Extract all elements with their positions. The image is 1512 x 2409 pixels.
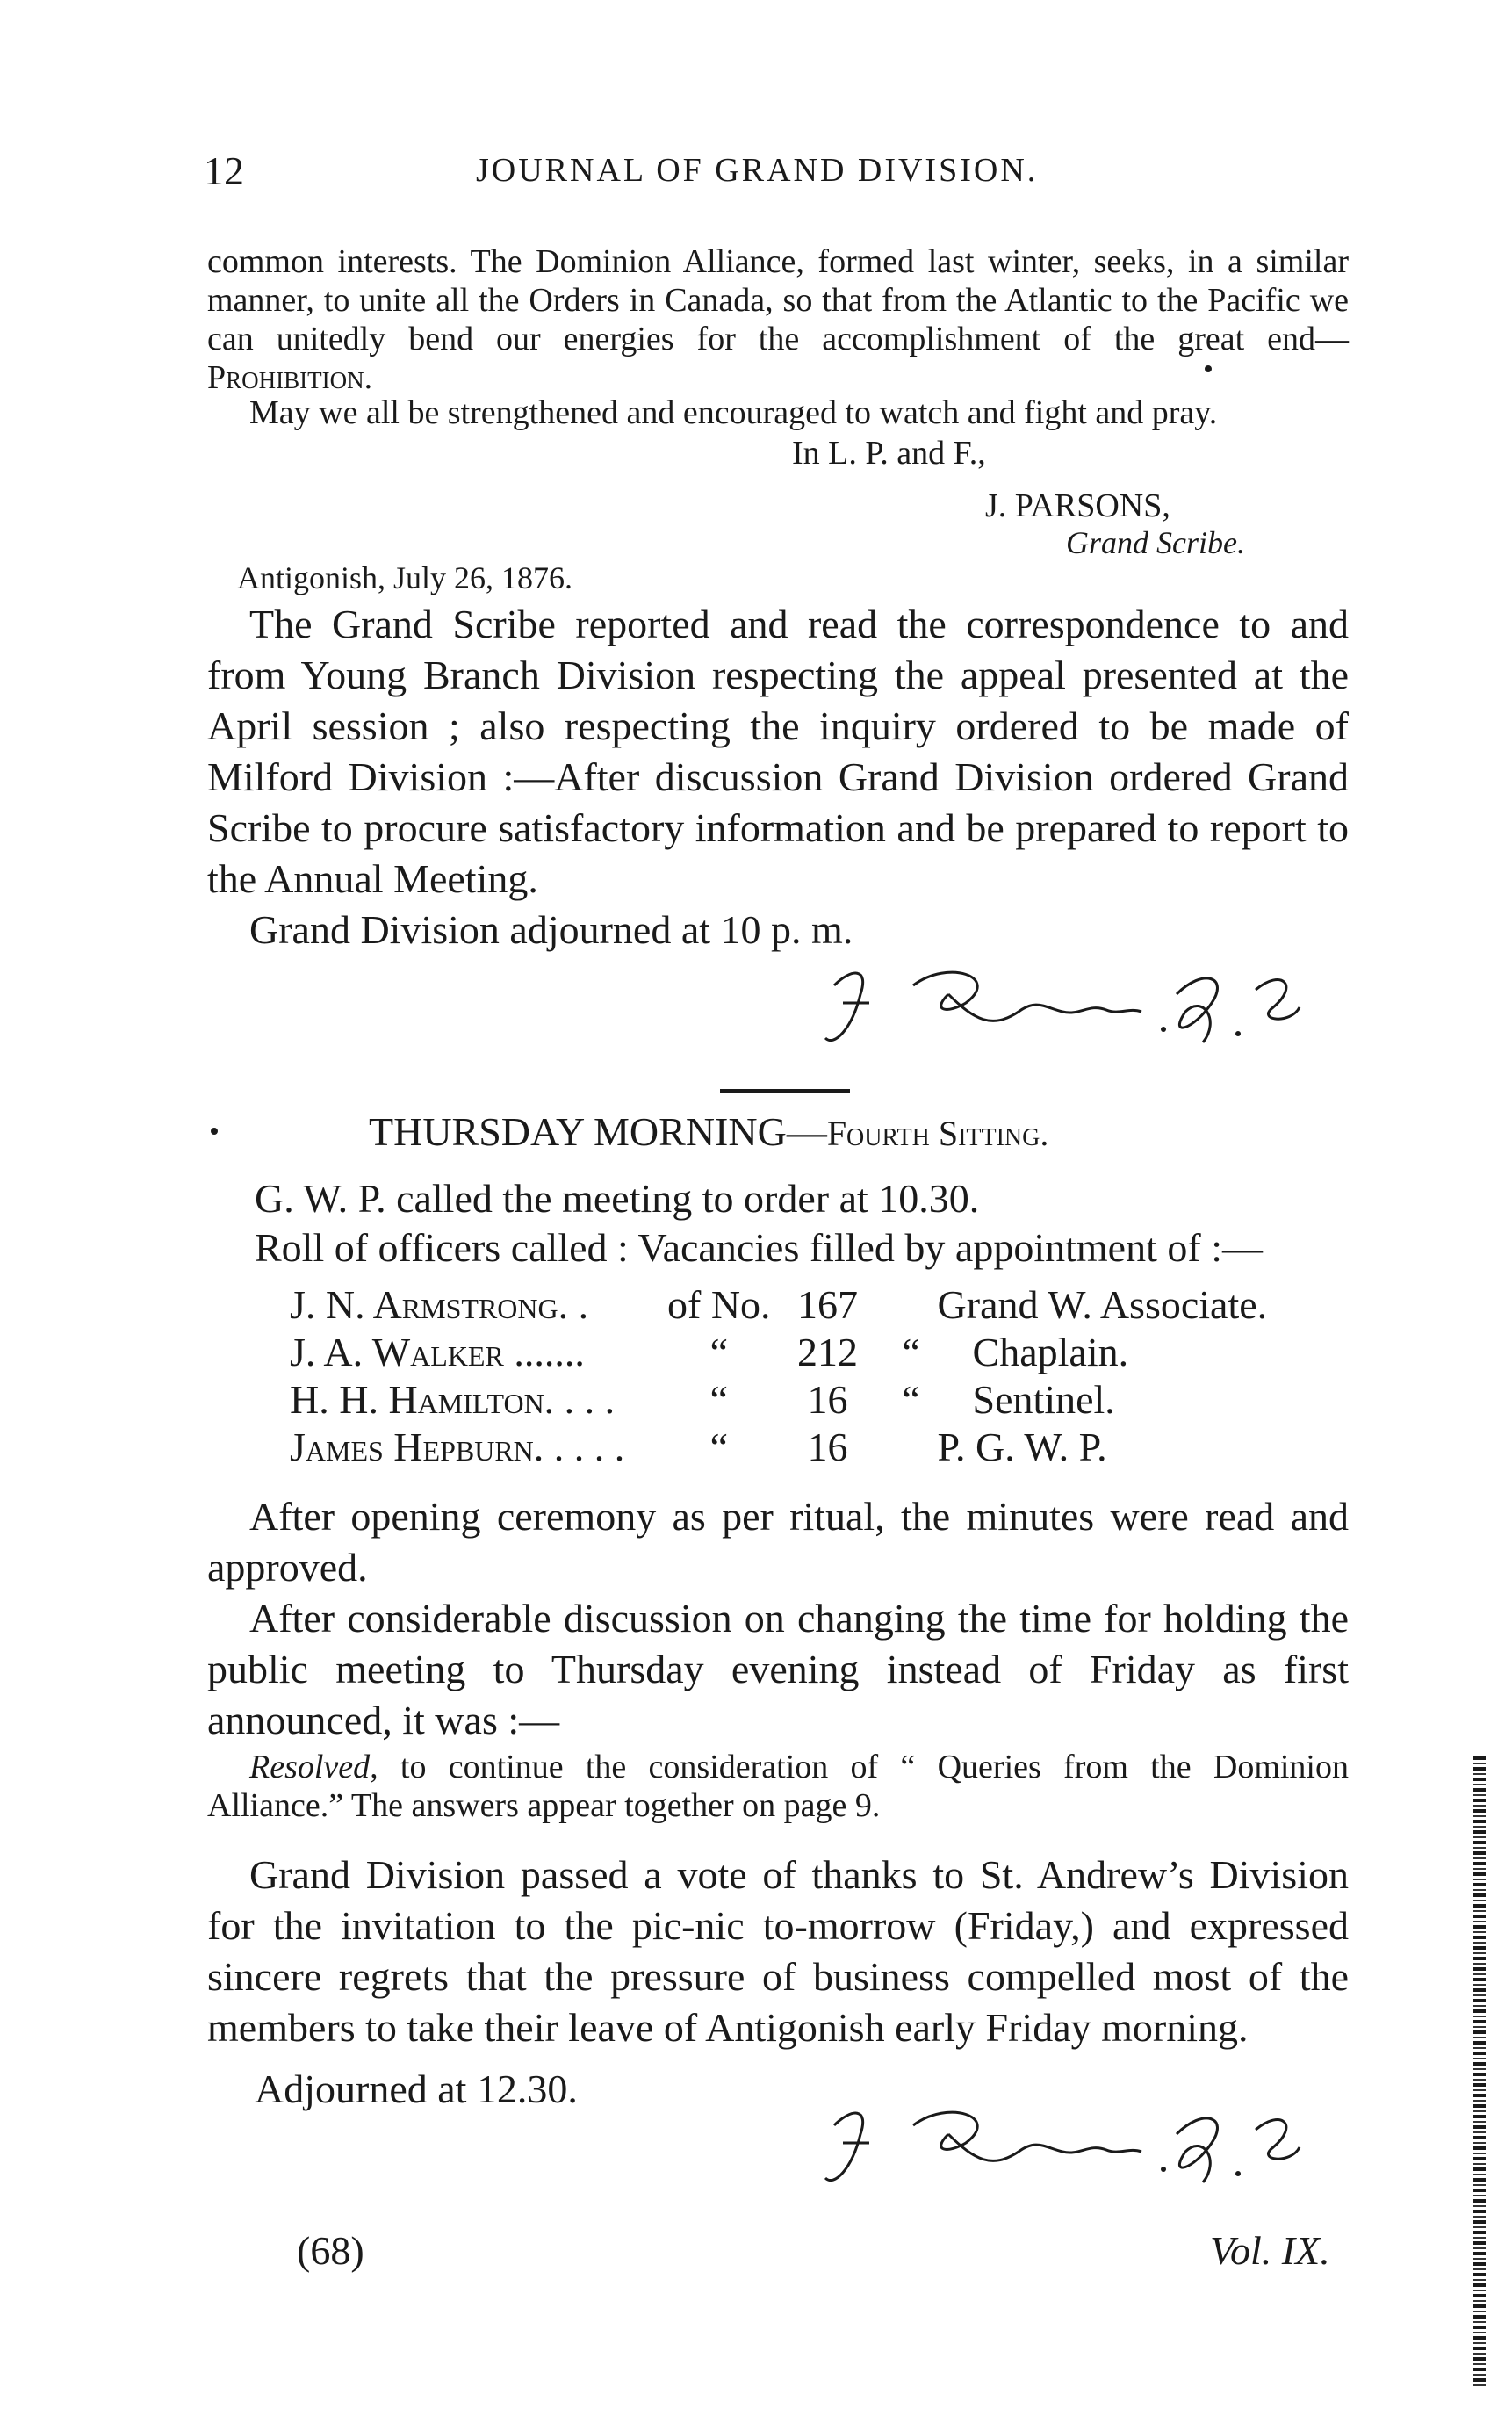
stray-mark (1205, 365, 1212, 372)
prohibition-word: Prohibition. (207, 359, 373, 396)
officer-of: “ (709, 1424, 728, 1469)
page-header (204, 148, 1372, 200)
opening-ceremony-paragraph: After opening ceremony as per ritual, the minutes were read and approved. (207, 1494, 1349, 1590)
section-heading-main: THURSDAY MORNING— (369, 1109, 827, 1154)
table-row (290, 1375, 1267, 1423)
minutes-adjourned-10pm: Grand Division adjourned at 10 p. m. (249, 907, 853, 952)
table-row (290, 1280, 1267, 1328)
handwritten-signature-1 (817, 959, 1308, 1071)
officer-number: 212 (797, 1329, 859, 1374)
officer-number: 16 (807, 1424, 848, 1469)
officer-name: H. H. Hamilton. . . . (290, 1376, 616, 1422)
roll-of-officers: Roll of officers called : Vacancies filled by appointment of :— (255, 1225, 1263, 1270)
place-date: Antigonish, July 26, 1876. (237, 560, 573, 595)
page-number: 12 (204, 148, 244, 193)
discussion-paragraph: After considerable discussion on changing the time for holding the public meeting to Thursday evening instead of Friday as first announced, it was :— (207, 1596, 1349, 1742)
handwritten-signature-2 (817, 2099, 1308, 2211)
running-title: JOURNAL OF GRAND DIVISION. (476, 152, 1039, 189)
resolution-text: to continue the consideration of “ Queries from the Dominion Alliance.” The answers appear together on page 9. (207, 1749, 1349, 1824)
letter-paragraph-2: May we all be strengthened and encouraged to watch and fight and pray. (249, 394, 1218, 431)
section-heading (369, 1108, 1048, 1155)
officer-name: James Hepburn. . . . . (290, 1424, 625, 1469)
scan-edge-artifact (1473, 1756, 1486, 2389)
officer-office: P. G. W. P. (937, 1424, 1107, 1469)
officer-of: “ (709, 1376, 728, 1422)
officer-office: Sentinel. (972, 1376, 1115, 1422)
signature-2-svg (817, 2099, 1308, 2196)
table-row (290, 1423, 1267, 1470)
minutes-paragraph-correspondence: The Grand Scribe reported and read the correspondence to and from Young Branch Division respecting the appeal presented at the April session ; also respecting the inquiry ordered to be made of Milford Division :—After discussion Grand Division ordered Grand Scribe to procure satisfactory information and be prepared to report to the Annual Meeting. (207, 602, 1349, 901)
officer-number: 167 (797, 1281, 859, 1327)
officer-of: of No. (667, 1281, 771, 1327)
officers-table-body (290, 1280, 1267, 1470)
signature-mark: (68) (297, 2228, 364, 2273)
officer-office: Grand W. Associate. (937, 1281, 1268, 1327)
call-to-order: G. W. P. called the meeting to order at 10.30. (255, 1176, 980, 1221)
volume-label: Vol. IX. (1210, 2228, 1330, 2273)
section-heading-sitting: Fourth Sitting. (826, 1114, 1049, 1153)
letter-paragraph-1 (207, 242, 1349, 397)
officer-ditto: “ (902, 1376, 920, 1422)
signer-name: J. PARSONS, (985, 487, 1170, 524)
adjourned-1230: Adjourned at 12.30. (255, 2066, 578, 2111)
signature-1-svg (817, 959, 1308, 1056)
officer-ditto: “ (902, 1329, 920, 1374)
officer-ditto (885, 1423, 938, 1470)
officer-name: J. N. Armstrong. . (290, 1281, 589, 1327)
table-row (290, 1328, 1267, 1375)
officer-ditto (885, 1280, 938, 1328)
thanks-paragraph: Grand Division passed a vote of thanks to St. Andrew’s Division for the invitation to the pic-nic to-morrow (Friday,) and expressed sincere regrets that the pressure of business compelled most of the members to take their leave of Antigonish early Friday morning. (207, 1852, 1349, 2050)
stray-mark (211, 1128, 218, 1135)
resolved-word: Resolved, (249, 1749, 378, 1785)
section-divider (720, 1089, 850, 1093)
officer-number: 16 (807, 1376, 848, 1422)
letter-closing: In L. P. and F., (792, 435, 986, 472)
letter-paragraph-1-text: common interests. The Dominion Alliance, formed last winter, seeks, in a similar manner, to unite all the Orders in Canada, so that from the Atlantic to the Pacific we can unitedly bend our energies for the accomplishment of the great end— (207, 243, 1349, 357)
signer-title: Grand Scribe. (1066, 525, 1245, 560)
resolution-paragraph (207, 1748, 1349, 1825)
officer-of: “ (709, 1329, 728, 1374)
officer-office: Chaplain. (972, 1329, 1129, 1374)
officers-table (290, 1280, 1267, 1470)
officer-name: J. A. Walker ....... (290, 1329, 585, 1374)
